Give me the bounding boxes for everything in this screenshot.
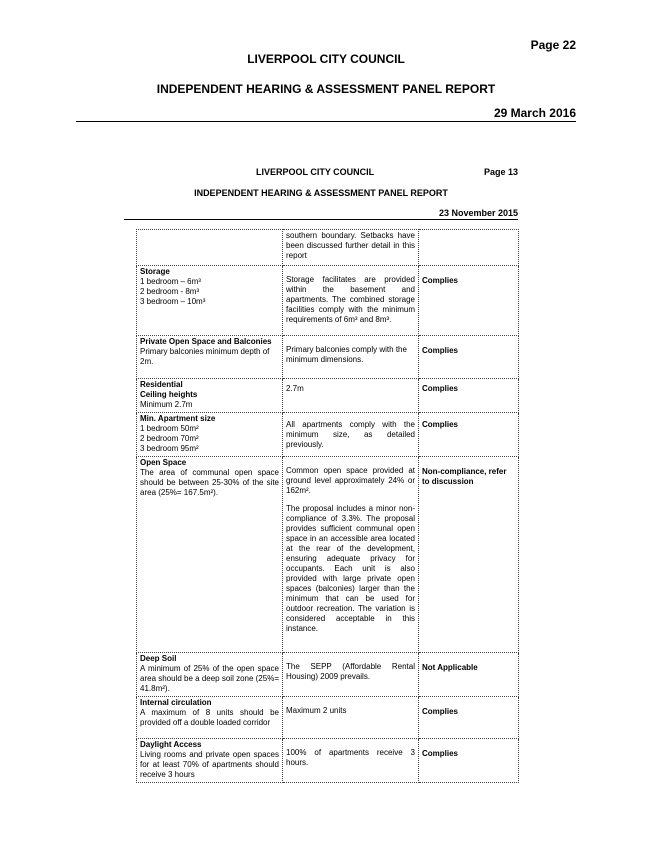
page-number: Page 22 — [530, 38, 576, 52]
control-title: Min. Apartment size — [140, 414, 216, 423]
response-cell — [283, 266, 419, 336]
control-title: Open Space — [140, 458, 187, 467]
response-cell — [283, 653, 419, 697]
response-cell — [283, 457, 419, 653]
compliance-table — [136, 229, 519, 783]
inner-header-divider — [124, 219, 518, 220]
inner-page-number: Page 13 — [483, 167, 518, 177]
status-text: Not Applicable — [422, 663, 478, 672]
control-cell — [137, 379, 283, 413]
response-text: Common open space provided at ground level approximately 24% or 162m². — [286, 466, 415, 495]
response-text: Storage facilitates are provided within the basement and apartments. The combined storage facilities comply with the minimum requirements of 6m³ and 8m³. — [286, 275, 415, 324]
status-cell — [419, 457, 519, 653]
control-text: Minimum 2.7m — [140, 400, 193, 409]
inner-report-title: INDEPENDENT HEARING & ASSESSMENT PANEL REPORT — [194, 188, 448, 198]
status-text: Complies — [422, 707, 459, 716]
table-row — [137, 697, 519, 739]
control-line: 2 bedroom 70m² — [140, 434, 199, 443]
status-text: Complies — [422, 346, 459, 355]
status-cell — [419, 413, 519, 457]
council-name: LIVERPOOL CITY COUNCIL — [247, 52, 405, 66]
inner-report-date: 23 November 2015 — [438, 208, 518, 218]
response-text: 100% of apartments receive 3 hours. — [286, 748, 415, 767]
status-cell — [419, 266, 519, 336]
response-discussion: The proposal includes a minor non-compliance of 3.3%. The proposal provides sufficient communal open space in an accessible area located at the rear of the development, ensuring adequate privacy for occupants. Each unit is also provided with large private open spaces (balconies) larger than the minimum that can be used for outdoor recreation. The variation is considered acceptable in this instance. — [286, 504, 415, 633]
control-title: Deep Soil — [140, 654, 177, 663]
table-row — [137, 379, 519, 413]
status-cell — [419, 697, 519, 739]
control-cell — [137, 266, 283, 336]
control-line: 1 bedroom 50m² — [140, 424, 199, 433]
table-row — [137, 739, 519, 783]
status-text: Complies — [422, 384, 459, 393]
control-title: Private Open Space and Balconies — [140, 337, 272, 346]
control-line: 3 bedroom 95m² — [140, 444, 199, 453]
table-row — [137, 413, 519, 457]
control-cell — [137, 653, 283, 697]
response-text: 2.7m — [286, 384, 304, 393]
response-text: The SEPP (Affordable Rental Housing) 2009 prevails. — [286, 662, 415, 681]
control-line: 3 bedroom – 10m³ — [140, 297, 206, 306]
table-row — [137, 457, 519, 653]
control-line: 1 bedroom – 6m³ — [140, 277, 201, 286]
table-row — [137, 230, 519, 266]
table-row — [137, 653, 519, 697]
status-cell — [419, 739, 519, 783]
response-text: southern boundary. Setbacks have been discussed further detail in this report — [286, 231, 415, 260]
table-row — [137, 336, 519, 379]
response-cell — [283, 336, 419, 379]
control-title: Storage — [140, 267, 170, 276]
status-text: Non-compliance, refer to discussion — [422, 467, 507, 486]
control-cell — [137, 413, 283, 457]
response-cell — [283, 230, 419, 266]
response-text: Maximum 2 units — [286, 706, 347, 715]
response-cell — [283, 413, 419, 457]
status-text: Complies — [422, 276, 459, 285]
inner-council-name: LIVERPOOL CITY COUNCIL — [256, 167, 375, 177]
control-cell — [137, 739, 283, 783]
report-title: INDEPENDENT HEARING & ASSESSMENT PANEL REPORT — [156, 82, 496, 96]
control-title: Daylight Access — [140, 740, 202, 749]
control-text: A minimum of 25% of the open space area should be a deep soil zone (25%= 41.8m²). — [140, 664, 279, 693]
control-cell — [137, 697, 283, 739]
report-date: 29 March 2016 — [493, 106, 576, 120]
response-text: All apartments comply with the minimum size, as detailed previously. — [286, 420, 415, 449]
response-text: Primary balconies comply with the minimum dimensions. — [286, 345, 407, 364]
table-row — [137, 266, 519, 336]
response-cell — [283, 697, 419, 739]
response-cell — [283, 379, 419, 413]
status-text: Complies — [422, 420, 459, 429]
response-cell — [283, 739, 419, 783]
control-text: A maximum of 8 units should be provided off a double loaded corridor — [140, 708, 279, 727]
status-cell — [419, 336, 519, 379]
control-text: Living rooms and private open spaces for at least 70% of apartments should receive 3 hours — [140, 750, 279, 779]
control-line: 2 bedroom - 8m³ — [140, 287, 200, 296]
control-cell — [137, 457, 283, 653]
status-cell — [419, 230, 519, 266]
status-text: Complies — [422, 749, 459, 758]
control-text: Primary balconies minimum depth of 2m. — [140, 347, 270, 366]
control-subtitle: Ceiling heights — [140, 390, 198, 399]
control-cell — [137, 336, 283, 379]
control-title: Internal circulation — [140, 698, 212, 707]
control-cell — [137, 230, 283, 266]
control-text: The area of communal open space should be between 25-30% of the site area (25%= 167.5m²). — [140, 468, 279, 497]
header-divider — [76, 121, 576, 122]
status-cell — [419, 653, 519, 697]
control-title: Residential — [140, 380, 183, 389]
status-cell — [419, 379, 519, 413]
